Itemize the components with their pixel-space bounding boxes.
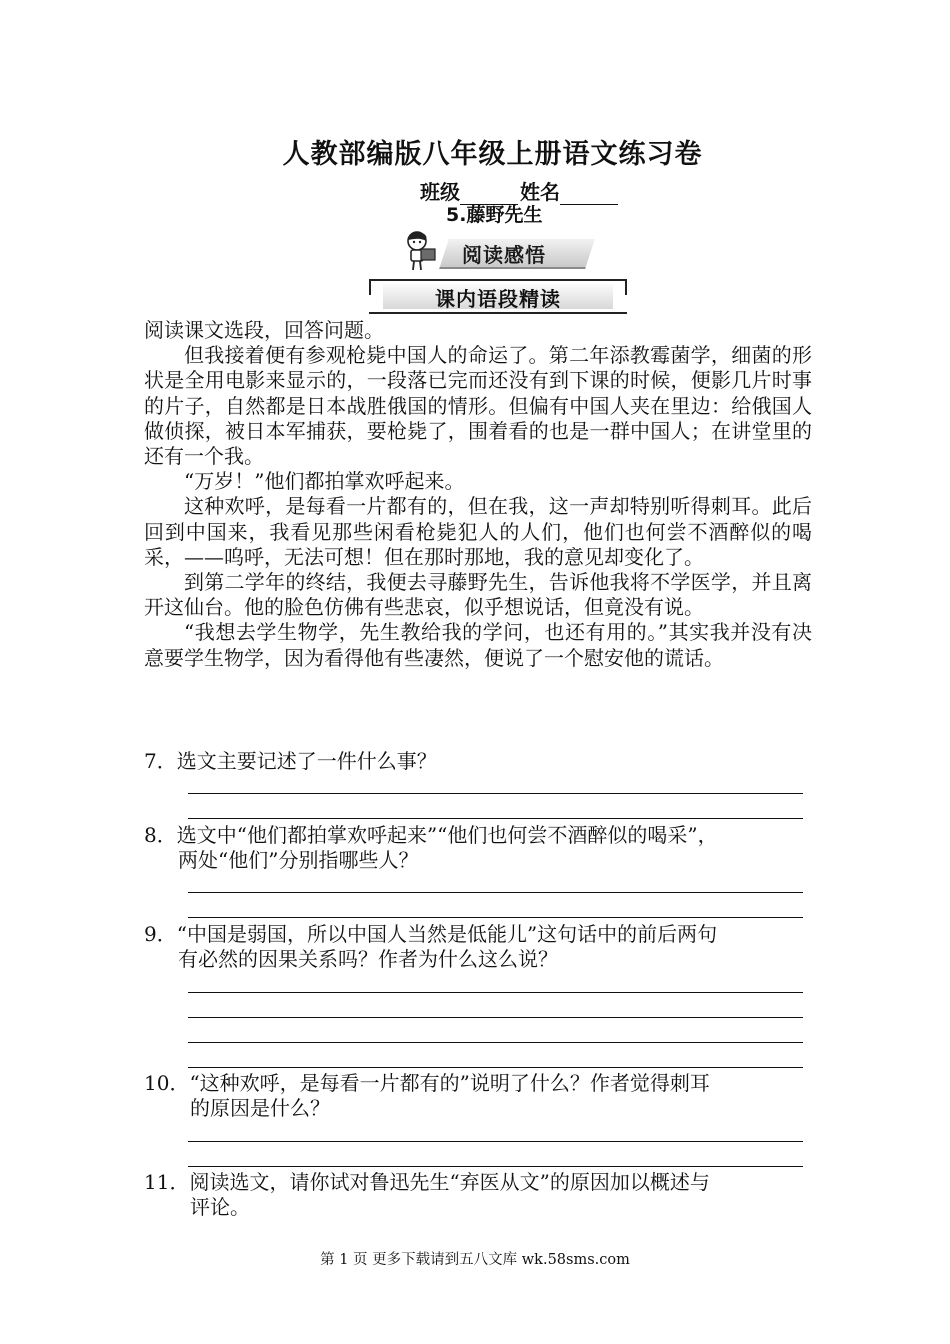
answer-line[interactable] (188, 1141, 803, 1142)
question-text-continued: 两处“他们”分别指哪些人？ (178, 848, 419, 873)
question-9 (144, 922, 814, 972)
lesson-title: 5.藤野先生 (446, 204, 543, 226)
answer-line[interactable] (188, 1017, 803, 1018)
question-11 (144, 1170, 814, 1220)
passage-instruction: 阅读课文选段，回答问题。 (144, 318, 384, 342)
reading-mascot-icon (400, 229, 442, 271)
answer-line[interactable] (188, 892, 803, 893)
answer-line[interactable] (188, 1067, 803, 1068)
passage-paragraph: 但我接着便有参观枪毙中国人的命运了。第二年添教霉菌学，细菌的形状是全用电影来显示的，一段落已完而还没有到下课的时候，便影几片时事的片子，自然都是日本战胜俄国的情形。但偏有中国人夹在里边：给俄国人做侦探，被日本军捕获，要枪毙了，围着看的也是一群中国人；在讲堂里的还有一个我。 (144, 343, 812, 469)
question-text: 选文中“他们都拍掌欢呼起来”“他们也何尝不酒醉似的喝采”， (176, 823, 718, 847)
answer-line[interactable] (188, 793, 803, 794)
question-text: 选文主要记述了一件什么事？ (176, 749, 437, 773)
page-footer: 第 1 页 更多下载请到五八文库 wk.58sms.com (320, 1252, 630, 1268)
answer-line[interactable] (188, 917, 803, 918)
reading-passage (144, 318, 812, 671)
question-number: 9． (144, 922, 177, 946)
question-text-continued: 的原因是什么？ (190, 1096, 330, 1121)
banner-label: 阅读感悟 (462, 243, 546, 267)
class-label: 班级 (420, 180, 460, 204)
question-number: 11． (144, 1170, 190, 1194)
question-number: 8． (144, 823, 177, 847)
page-title: 人教部编版八年级上册语文练习卷 (282, 139, 703, 170)
name-blank[interactable] (560, 186, 618, 205)
answer-line[interactable] (188, 1166, 803, 1167)
answer-line[interactable] (188, 818, 803, 819)
passage-paragraph: “万岁！”他们都拍掌欢呼起来。 (184, 469, 465, 494)
passage-paragraph: “我想去学生物学，先生教给我的学问，也还有用的。”其实我并没有决意要学生物学，因为看得他有些凄然，便说了一个慰安他的谎话。 (144, 620, 812, 670)
question-number: 10． (144, 1071, 190, 1095)
question-number: 7． (144, 749, 177, 773)
question-text: “中国是弱国，所以中国人当然是低能儿”这句话中的前后两句 (176, 922, 718, 946)
reading-banner (400, 229, 606, 271)
question-text: 阅读选文，请你试对鲁迅先生“弃医从文”的原因加以概述与 (189, 1170, 710, 1194)
passage-paragraph: 到第二学年的终结，我便去寻藤野先生，告诉他我将不学医学，并且离开这仙台。他的脸色仿佛有些悲哀，似乎想说话，但竟没有说。 (144, 570, 812, 620)
question-10 (144, 1071, 814, 1121)
section-header (369, 279, 627, 314)
section-label: 课内语段精读 (435, 287, 561, 311)
question-text: “这种欢呼，是每看一片都有的”说明了什么？作者觉得刺耳 (189, 1071, 710, 1095)
question-text-continued: 评论。 (190, 1195, 250, 1220)
passage-paragraph: 这种欢呼，是每看一片都有的，但在我，这一声却特别听得刺耳。此后回到中国来，我看见那些闲看枪毙犯人的人们，他们也何尝不酒醉似的喝采，——呜呼，无法可想！但在那时那地，我的意见却变化了。 (144, 494, 812, 569)
answer-line[interactable] (188, 1042, 803, 1043)
question-text-continued: 有必然的因果关系吗？作者为什么这么说？ (178, 947, 558, 972)
question-8 (144, 823, 814, 873)
question-7 (144, 749, 814, 774)
name-label: 姓名 (520, 180, 560, 204)
answer-line[interactable] (188, 992, 803, 993)
